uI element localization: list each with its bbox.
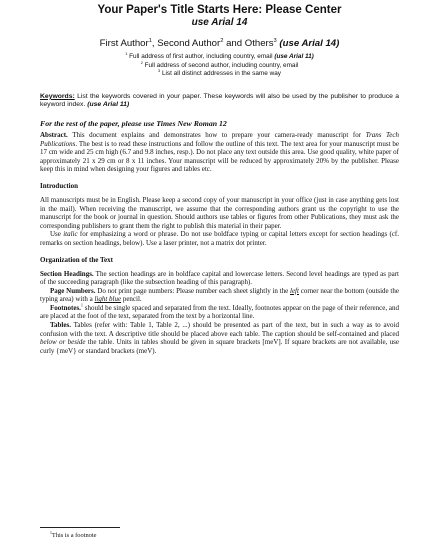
address-2: $^2$ Full address of second author, including country, email bbox=[140, 60, 299, 69]
abstract-label: Abstract. bbox=[40, 130, 68, 139]
address-3: $^3$ List all distinct addresses in the same way bbox=[158, 69, 281, 78]
organization-heading: Organization of the Text bbox=[40, 255, 113, 264]
keywords-label: Keywords: bbox=[40, 92, 75, 100]
introduction-paragraph-2: Use italic for emphasizing a word or phrase. Do not use boldface typing or capital letters except for section headings (cf. remarks on section headings, below). Use a laser printer, not a matrix dot printer. bbox=[40, 230, 400, 247]
author-line bbox=[40, 38, 399, 50]
author-font-note: (use Arial 14) bbox=[279, 38, 340, 49]
times-font-note: For the rest of the paper, please use Times New Roman 12 bbox=[40, 118, 227, 128]
author-others: and Others bbox=[223, 38, 274, 49]
footnote-separator bbox=[40, 527, 120, 528]
keywords-font-note: (use Arial 11) bbox=[87, 101, 130, 109]
keywords-text: List the keywords covered in your paper. These keywords will also be used by the publisher to produce a keyword index. bbox=[40, 92, 399, 109]
author-second-sup: 2 bbox=[220, 37, 224, 44]
address-font-note: (use Arial 11) bbox=[274, 53, 314, 60]
keywords-paragraph bbox=[40, 93, 399, 110]
footnotes-paragraph: Footnotes.$^1$ should be single spaced and separated from the text. Ideally, footnotes appear on the page of their reference, and are placed at the foot of the text, separated from the text by a horizontal line. bbox=[40, 302, 399, 321]
author-second: , Second Author bbox=[151, 38, 221, 49]
author-first: First Author bbox=[99, 38, 149, 49]
author-first-sup: 1 bbox=[148, 37, 152, 44]
paper-title: Your Paper's Title Starts Here: Please Center bbox=[97, 4, 342, 16]
introduction-heading: Introduction bbox=[40, 181, 78, 190]
introduction-paragraph-1: All manuscripts must be in English. Please keep a second copy of your manuscript in your office (just in case anything gets lost in the mail). When receiving the manuscript, we assume that the corresponding authors grant us the copyright to use the manuscript for the book or journal in question. Should authors use tables or figures from other Publications, they must ask the corresponding publishers to grant them the right to publish this material in their paper. bbox=[40, 195, 399, 230]
tables-paragraph: Tables. Tables (refer with: Table 1, Table 2, ...) should be presented as part of the text, but in such a way as to avoid confusion with the text. A descriptive title should be placed above each table. The caption should be self-contained and placed below or beside the table. Units in tables should be given in square brackets [meV]. If square brackets are not available, use curly {meV} or standard brackets (meV). bbox=[40, 321, 399, 355]
address-1: $^1$ Full address of first author, including country, email (use Arial 11) bbox=[125, 51, 314, 60]
publisher-name: Trans Tech Publications bbox=[40, 130, 400, 148]
abstract-paragraph: Abstract. This document explains and demonstrates how to prepare your camera-ready manuscript for Trans Tech Publications. The best is to read these instructions and follow the outline of this text. The text area for your manuscript must be 17 cm wide and 25 cm high (6.7 and 9.8 inches, resp.). Do not place any text outside this area. Use good quality, white paper of approximately 21 x 29 cm or 8 x 11 inches. Your manuscript will be reduced by approximately 20% by the publisher. Please keep this in mind when designing your figures and tables etc. bbox=[40, 130, 400, 174]
footnote: $^1$This is a footnote bbox=[50, 530, 97, 539]
author-others-sup: 3 bbox=[273, 37, 277, 44]
title-font-note: use Arial 14 bbox=[191, 17, 248, 28]
section-headings-paragraph: Section Headings. The section headings are in boldface capital and lowercase letters. Second level headings are typed as part of the succeeding paragraph (like the subsection heading of this paragraph). bbox=[40, 269, 399, 287]
page-numbers-paragraph: Page Numbers. Do not print page numbers: Please number each sheet slightly in the left corner near the bottom (outside the typing area) with a light blue pencil. bbox=[40, 286, 399, 304]
